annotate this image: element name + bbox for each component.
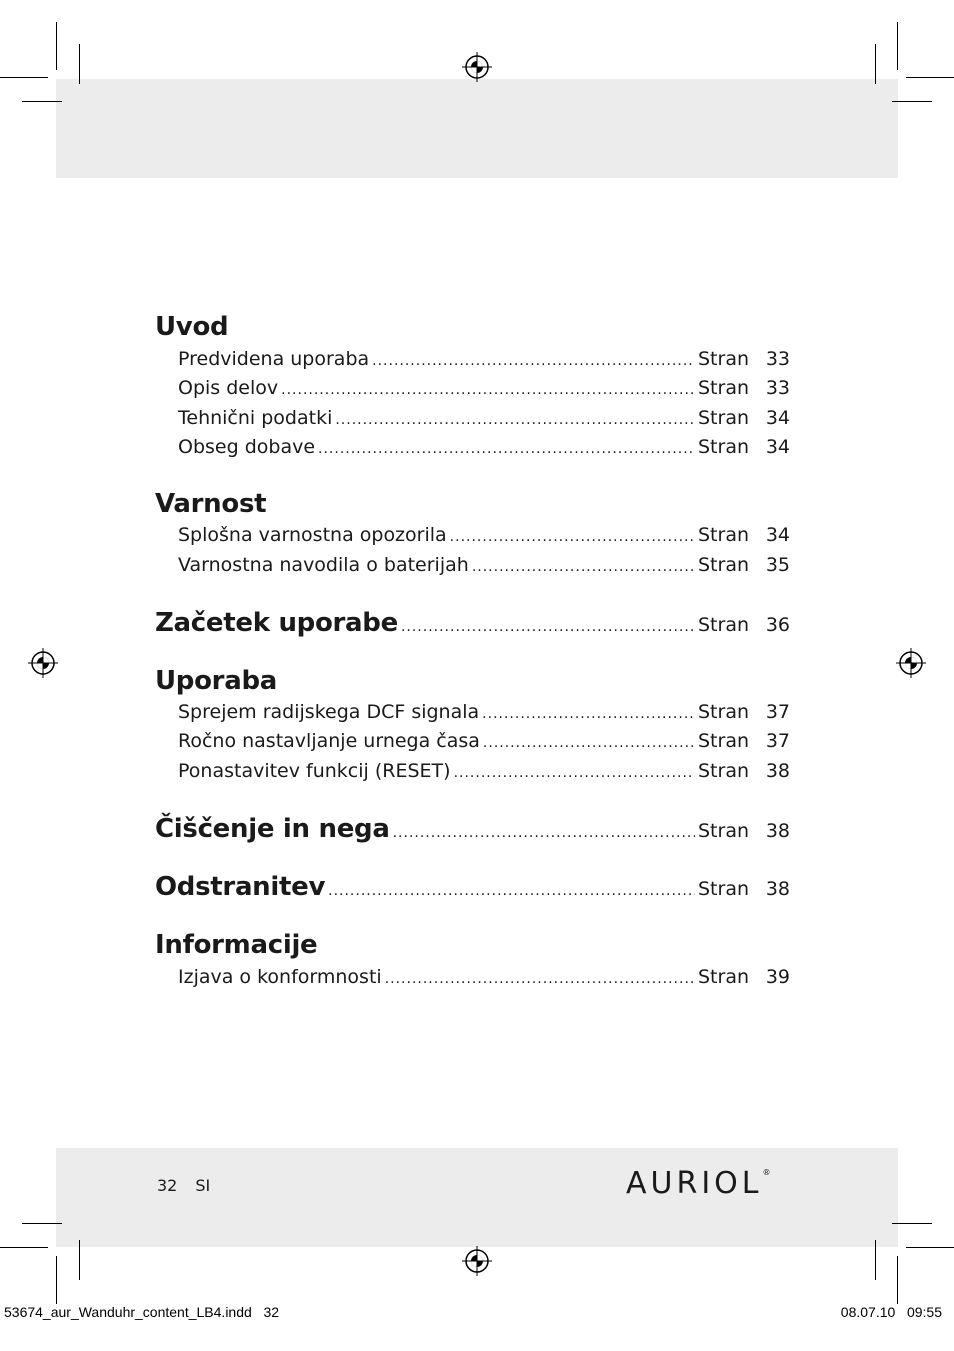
toc-section-title: Uvod [155, 312, 229, 342]
registration-mark-icon [28, 648, 58, 678]
toc-entry [178, 377, 790, 403]
toc-page-number: 38 [765, 878, 790, 900]
footer-page-info [157, 1176, 228, 1195]
toc-page-word: Stran [698, 614, 750, 636]
toc-section-title: Informacije [155, 930, 318, 960]
toc-leader-dots [454, 765, 695, 781]
toc-entry-label: Tehnični podatki [178, 407, 333, 429]
toc-entry-label: Sprejem radijskega DCF signala [178, 701, 480, 723]
toc-headline-entry [155, 814, 790, 848]
toc-leader-dots [401, 619, 695, 635]
toc-page-number: 37 [765, 730, 790, 752]
toc-entry [178, 966, 790, 992]
toc-leader-dots [482, 706, 695, 722]
toc-section-title: Varnost [155, 489, 267, 519]
toc-leader-dots [472, 559, 695, 575]
toc-leader-dots [372, 353, 695, 369]
toc-section-title: Uporaba [155, 666, 278, 696]
toc-leader-dots [335, 412, 695, 428]
toc-page-word: Stran [698, 730, 750, 752]
toc-page-number: 34 [765, 524, 790, 546]
toc-page-word: Stran [698, 436, 750, 458]
toc-entry [178, 760, 790, 786]
toc-leader-dots [450, 529, 695, 545]
registration-mark-icon [462, 1246, 492, 1276]
toc-entry [178, 436, 790, 462]
toc-section-title: Čiščenje in nega [155, 814, 390, 844]
toc-leader-dots [328, 883, 695, 899]
toc-section-title: Odstranitev [155, 872, 326, 902]
header-band [56, 79, 898, 178]
toc-page-word: Stran [698, 966, 750, 988]
brand-name: AURIOL [626, 1166, 763, 1201]
toc-leader-dots [393, 825, 695, 841]
toc-entry-label: Obseg dobave [178, 436, 316, 458]
toc-section-title: Začetek uporabe [155, 608, 398, 638]
toc-page-number: 33 [765, 348, 790, 370]
toc-entry [178, 730, 790, 756]
toc-page-word: Stran [698, 554, 750, 576]
print-slug-file: 53674_aur_Wanduhr_content_LB4.indd 32 [4, 1304, 280, 1320]
registration-mark-icon [462, 52, 492, 82]
toc-entry-label: Splošna varnostna opozorila [178, 524, 447, 546]
toc-leader-dots [281, 382, 695, 398]
toc-page-word: Stran [698, 348, 750, 370]
toc-page-number: 38 [765, 820, 790, 842]
registered-mark: ® [762, 1168, 771, 1177]
toc-page-word: Stran [698, 760, 750, 782]
toc-page-word: Stran [698, 407, 750, 429]
toc-headline-entry [155, 872, 790, 906]
language-code: SI [195, 1176, 211, 1195]
toc-entry [178, 524, 790, 550]
toc-entry [178, 701, 790, 727]
toc-page-word: Stran [698, 878, 750, 900]
toc-headline-entry [155, 608, 790, 642]
toc-leader-dots [385, 971, 695, 987]
toc-page-word: Stran [698, 377, 750, 399]
print-slug-datetime: 08.07.10 09:55 [840, 1304, 942, 1320]
toc-leader-dots [483, 735, 695, 751]
toc-entry [178, 348, 790, 374]
toc-page-number: 36 [765, 614, 790, 636]
toc-entry [178, 407, 790, 433]
registration-mark-icon [896, 648, 926, 678]
toc-leader-dots [318, 441, 695, 457]
toc-page-word: Stran [698, 701, 750, 723]
toc-page-number: 38 [765, 760, 790, 782]
footer-band [56, 1148, 898, 1247]
toc-entry-label: Ročno nastavljanje urnega časa [178, 730, 480, 752]
toc-page-number: 33 [765, 377, 790, 399]
toc-page-number: 34 [765, 407, 790, 429]
toc-page-word: Stran [698, 820, 750, 842]
page-number: 32 [157, 1176, 178, 1195]
brand-logo [626, 1166, 771, 1201]
toc-entry-label: Predvidena uporaba [178, 348, 370, 370]
toc-entry-label: Opis delov [178, 377, 279, 399]
toc-entry-label: Izjava o konformnosti [178, 966, 382, 988]
toc-page-number: 34 [765, 436, 790, 458]
toc-entry-label: Ponastavitev funkcij (RESET) [178, 760, 451, 782]
toc-page-number: 39 [765, 966, 790, 988]
toc-entry [178, 554, 790, 580]
toc-page-number: 37 [765, 701, 790, 723]
toc-entry-label: Varnostna navodila o baterijah [178, 554, 469, 576]
toc-page-number: 35 [765, 554, 790, 576]
toc-page-word: Stran [698, 524, 750, 546]
